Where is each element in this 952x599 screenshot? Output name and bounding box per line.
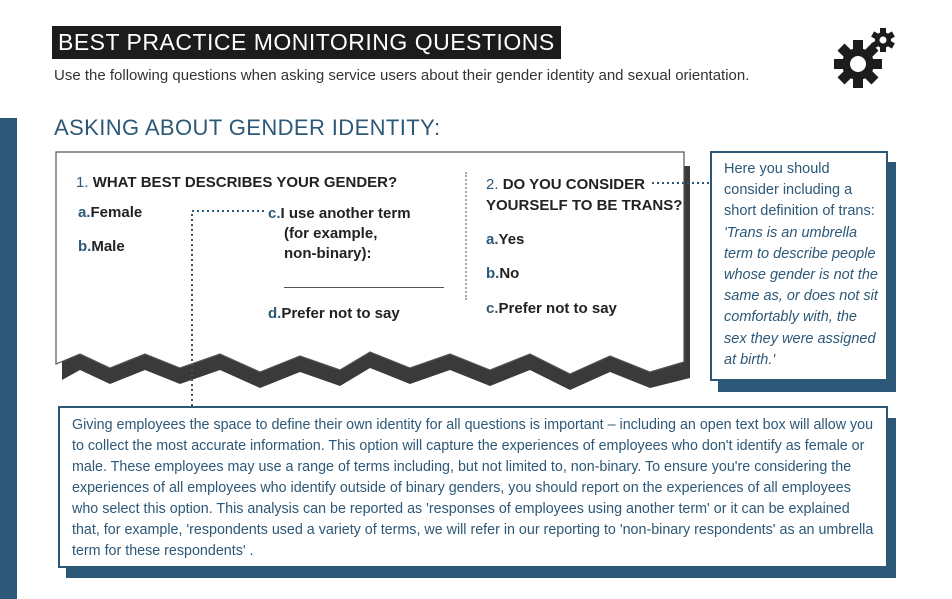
option-prefer-not-to-say-1[interactable]: [268, 305, 400, 322]
option-label-line3: non-binary):: [284, 245, 372, 262]
bottom-note-text: Giving employees the space to define their own identity for all questions is important – including an open text box will allow you to collect the most accurate information. This option will capture the experiences of employees who don't identify as female or male. These employees may use a range of terms including, but not limited to, non-binary. To ensure you're considering the experiences of all employees who identify outside of binary genders, you should report on the experiences of all employees who select this option. This analysis can be reported as 'responses of employees using another term' or it can be explained that, for example, 'respondents used a variety of terms, we will refer in our reporting to 'non-binary respondents' as an umbrella term for these respondents' .: [72, 417, 874, 559]
page-title: BEST PRACTICE MONITORING QUESTIONS: [52, 26, 561, 59]
option-prefer-not-to-say-2[interactable]: [486, 300, 617, 317]
option-label: Female: [90, 204, 143, 221]
option-label: Male: [91, 238, 125, 255]
option-letter: d.: [268, 305, 282, 322]
option-label: I use another term: [280, 205, 411, 222]
side-note-intro: Here you should consider including a short definition of trans:: [724, 161, 875, 220]
option-label: Prefer not to say: [281, 305, 400, 322]
option-no[interactable]: [486, 265, 519, 282]
option-male[interactable]: [78, 238, 125, 255]
option-letter: a.: [486, 231, 499, 248]
option-label: Yes: [498, 231, 525, 248]
question-1-number: 1.: [76, 174, 89, 191]
question-1-title: [76, 174, 397, 191]
option-letter: b.: [486, 265, 500, 282]
question-2-text-line1: DO YOU CONSIDER: [502, 176, 645, 193]
option-letter: b.: [78, 238, 92, 255]
side-note-quote: 'Trans is an umbrella term to describe people whose gender is not the same as, or does not sit comfortably with, the sex they were assigned at birth.': [724, 224, 878, 368]
bottom-note: [58, 406, 888, 568]
option-female[interactable]: [78, 204, 142, 221]
question-2-title: [486, 174, 682, 216]
question-2-text-line2: YOURSELF TO BE TRANS?: [486, 197, 683, 214]
option-letter: c.: [486, 300, 499, 317]
option-label: No: [499, 265, 520, 282]
option-letter: c.: [268, 205, 281, 222]
section-heading: ASKING ABOUT GENDER IDENTITY:: [54, 115, 441, 140]
another-term-input-line[interactable]: [284, 287, 444, 288]
question-1-text: WHAT BEST DESCRIBES YOUR GENDER?: [92, 174, 398, 191]
option-yes[interactable]: [486, 231, 524, 248]
side-note: [710, 151, 888, 381]
option-label: Prefer not to say: [498, 300, 617, 317]
page-subtitle: Use the following questions when asking service users about their gender identity and sexual orientation.: [54, 67, 750, 84]
question-divider: [465, 172, 467, 300]
option-letter: a.: [78, 204, 91, 221]
option-another-term[interactable]: [268, 204, 411, 264]
option-label-line2: (for example,: [284, 225, 378, 242]
question-2-number: 2.: [486, 176, 499, 193]
